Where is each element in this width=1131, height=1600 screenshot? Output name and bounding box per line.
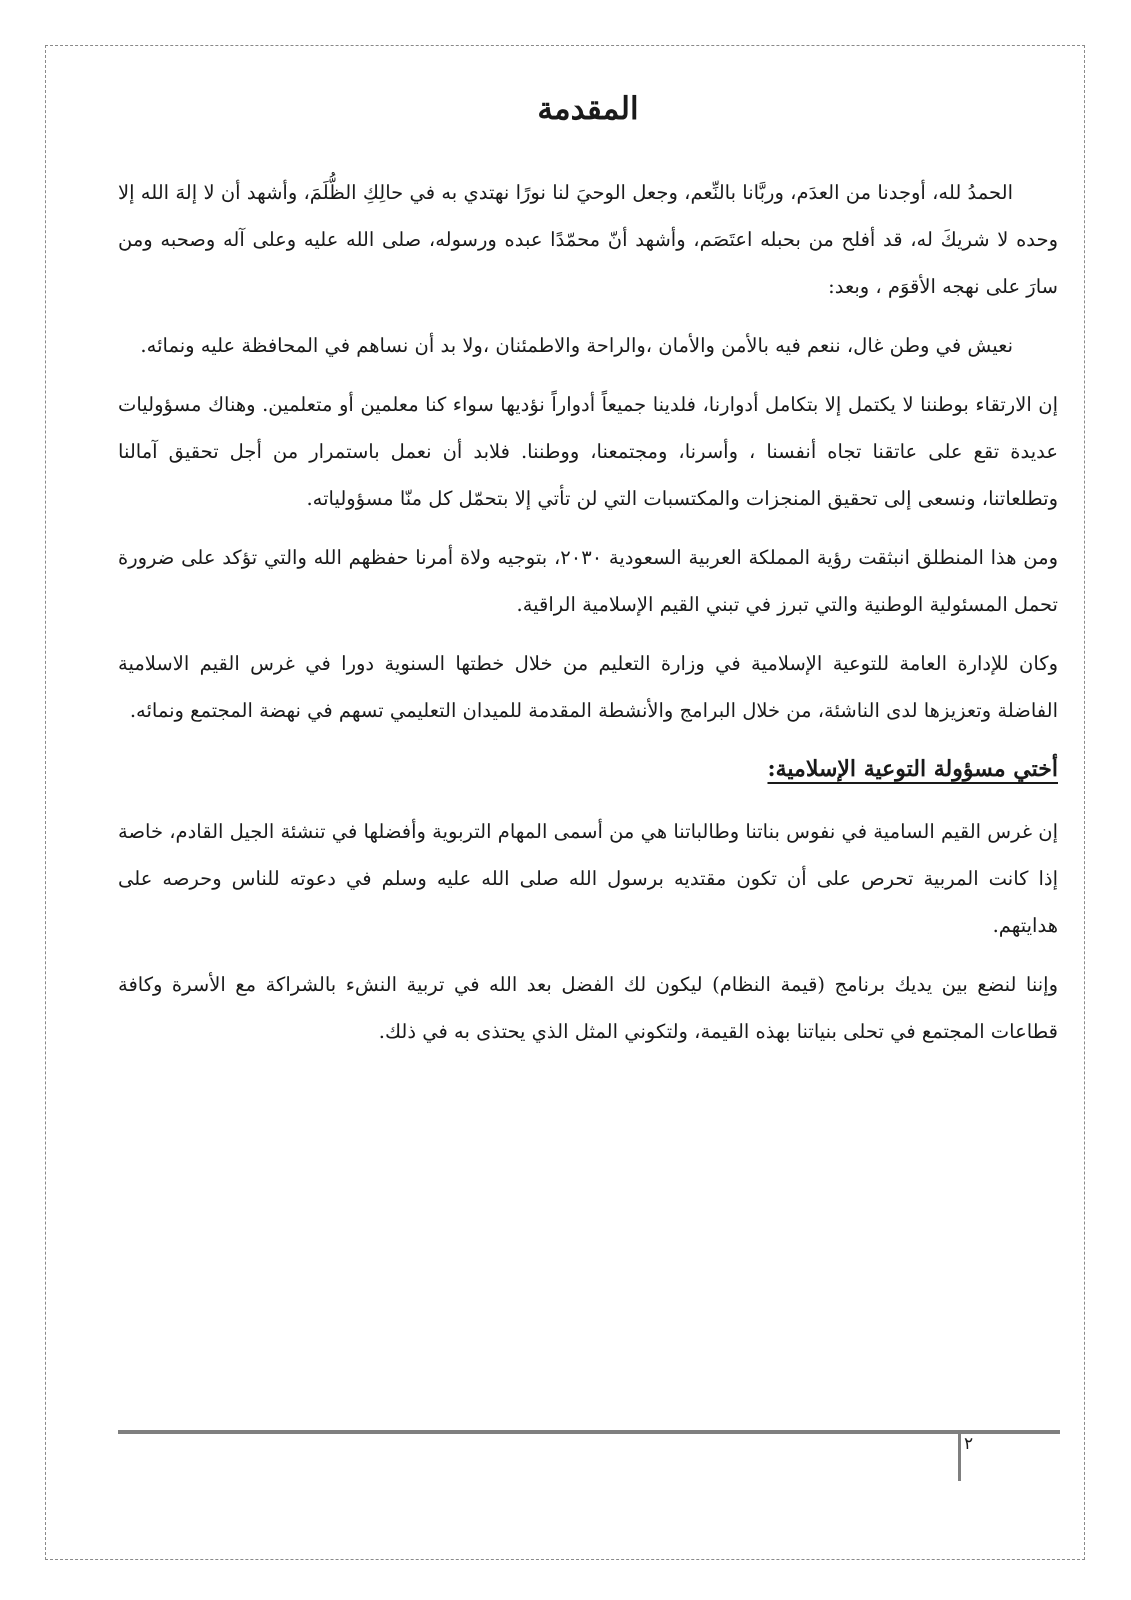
footer-divider bbox=[958, 1433, 961, 1481]
paragraph-vision-2030: ومن هذا المنطلق انبثقت رؤية المملكة العربية السعودية ٢٠٣٠، بتوجيه ولاة أمرنا حفظهم الله والتي تؤكد على ضرورة تحمل المسئولية الوطنية والتي تبرز في تبني القيم الإسلامية الراقية. bbox=[118, 546, 1058, 617]
paragraph-responsibilities: إن الارتقاء بوطننا لا يكتمل إلا بتكامل أدوارنا، فلدينا جميعاً أدواراً نؤديها سواء كنا معلمين أو متعلمين. وهناك مسؤوليات عديدة تقع على عاتقنا تجاه أنفسنا ، وأسرنا، ومجتمعنا، ووطننا. فلابد أن نعمل باستمرار من أجل تحقيق آمالنا وتطلعاتنا، ونسعى إلى تحقيق المنجزات والمكتسبات التي لن تأتي إلا بتحمّل كل منّا مسؤولياته. bbox=[118, 393, 1058, 511]
page-title: المقدمة bbox=[537, 91, 639, 127]
section-heading: أختي مسؤولة التوعية الإسلامية: bbox=[767, 756, 1058, 783]
document-body bbox=[118, 88, 1058, 1067]
paragraph-program: وإننا لنضع بين يديك برنامج (قيمة النظام) ليكون لك الفضل بعد الله في تربية النشء بالشراكة مع الأسرة وكافة قطاعات المجتمع في تحلى بنياتنا بهذه القيمة، ولتكوني المثل الذي يحتذى به في ذلك. bbox=[118, 973, 1058, 1044]
footer-rule bbox=[118, 1430, 1060, 1434]
page-number: ٢ bbox=[964, 1434, 974, 1454]
paragraph-values: إن غرس القيم السامية في نفوس بناتنا وطالباتنا هي من أسمى المهام التربوية وأفضلها في تنشئة الجيل القادم، خاصة إذا كانت المربية تحرص على أن تكون مقتديه برسول الله صلى الله عليه وسلم في دعوته للناس وحرصه على هدايتهم. bbox=[118, 820, 1058, 938]
paragraph-opening: الحمدُ لله، أوجدنا من العدَم، وربَّانا بالنِّعم، وجعل الوحيَ لنا نورًا نهتدي به في حالِكِ الظُّلَمَ، وأشهد أن لا إلهَ الله إلا وحده لا شريكَ له، قد أفلح من بحبله اعتَصَم، وأشهد أنّ محمّدًا عبده ورسوله، صلى الله عليه وعلى آله وصحبه ومن سارَ على نهجه الأقوَم ، وبعد: bbox=[118, 181, 1058, 299]
paragraph-ministry-role: وكان للإدارة العامة للتوعية الإسلامية في وزارة التعليم من خلال خطتها السنوية دورا في غرس القيم الاسلامية الفاضلة وتعزيزها لدى الناشئة، من خلال البرامج والأنشطة المقدمة للميدان التعليمي تسهم في نهضة المجتمع ونمائه. bbox=[118, 652, 1058, 723]
paragraph-homeland: نعيش في وطن غال، ننعم فيه بالأمن والأمان ،والراحة والاطمئنان ،ولا بد أن نساهم في المحافظة عليه ونمائه. bbox=[140, 334, 1013, 358]
